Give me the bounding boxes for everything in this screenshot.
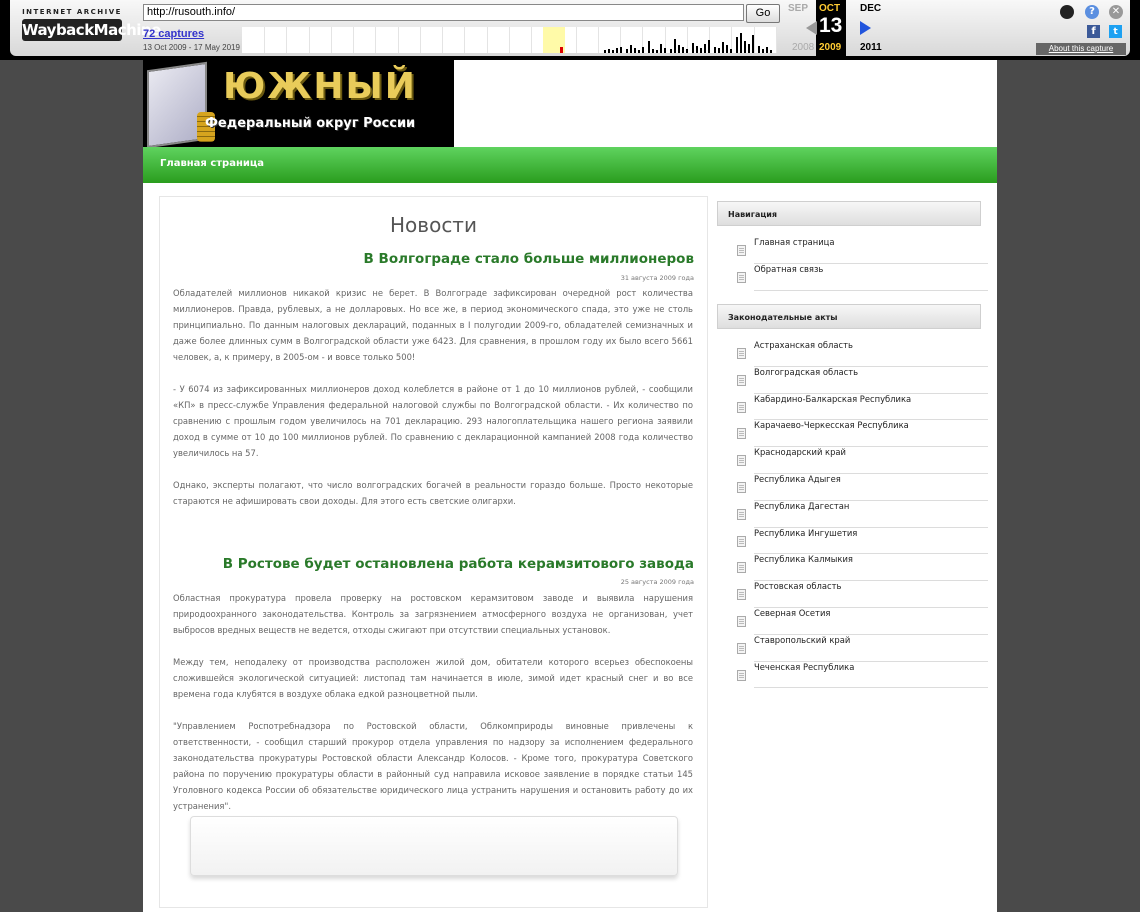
document-icon: [737, 402, 746, 413]
sparkline-bar: [736, 37, 738, 53]
calendar-nav: [780, 0, 900, 56]
sidebar-item-region[interactable]: [754, 447, 988, 474]
sparkline-bar: [758, 46, 760, 53]
facebook-icon[interactable]: f: [1087, 25, 1100, 38]
sidebar-item-region[interactable]: [754, 367, 988, 394]
sparkline-bar: [652, 49, 654, 53]
sparkline-bar: [722, 42, 724, 53]
sparkline-bar: [642, 47, 644, 53]
document-icon: [737, 670, 746, 681]
sidebar-item-label: Волгоградская область: [754, 366, 859, 377]
wayback-toolbar-panel: [10, 0, 1130, 56]
sparkline-bar: [686, 49, 688, 53]
sparkline-bar: [752, 35, 754, 53]
url-input[interactable]: http://rusouth.info/: [143, 4, 744, 21]
sparkline-year-cell: [509, 27, 532, 53]
sparkline-bar: [660, 44, 662, 53]
banner-title: ЮЖНЫЙ: [223, 66, 417, 107]
sidebar-item-label: Республика Ингушетия: [754, 527, 858, 538]
current-year: 2009: [819, 42, 842, 53]
site-header: [143, 60, 997, 147]
article-paragraph: Областная прокуратура провела проверку на ростовском керамзитовом заводе и выявила нарушения природоохранного законодательства. Контроль за загрязнением атмосферного воздуха не организован, учет выбросов вредных веществ не ведется, отходы сжигают при отсутствии специальных установок.: [173, 593, 693, 635]
sparkline-bar: [682, 47, 684, 53]
sparkline-bar: [744, 41, 746, 53]
next-year[interactable]: 2011: [860, 42, 882, 53]
sidebar-item-region[interactable]: [754, 554, 988, 581]
article-paragraph: Обладателей миллионов никакой кризис не берет. В Волгограде зафиксирован очередной рост количества миллионеров. Правда, рублевых, а не долларовых. Но все же, в период экономического спада, это уже не столь принципиально. По данным налоговых деклараций, поданных в I полугодии 2009-го, обладателей семизначных и даже более длинных сумм в Волгоградской области уже 6423. Для сравнения, в прошлом году их было всего 5661 человек, а, к примеру, в 2005-ом - и вовсе только 500!: [173, 288, 693, 362]
next-arrow-icon[interactable]: [860, 21, 871, 35]
sidebar-laws-list: [737, 340, 988, 688]
document-icon: [737, 509, 746, 520]
sparkline-year-cell: [376, 27, 399, 53]
page: [143, 60, 997, 912]
capture-sparkline[interactable]: [242, 27, 776, 53]
sparkline-year-cell: [398, 27, 421, 53]
sparkline-bar: [620, 47, 622, 53]
sidebar-nav-heading: Навигация: [717, 201, 981, 226]
document-icon: [737, 348, 746, 359]
sparkline-bar: [678, 45, 680, 53]
prev-year[interactable]: 2008: [792, 42, 815, 53]
article-paragraph: Между тем, неподалеку от производства расположен жилой дом, обитатели которого всерьез обеспокоены сложившейся экологической ситуацией: листопад там начинается в июле, зимой идет красный снег и во все времена года клубятся в воздухе облака едкой разноцветной пыли.: [173, 657, 693, 699]
sidebar-item-region[interactable]: [754, 474, 988, 501]
sidebar-item-label: Обратная связь: [754, 263, 824, 274]
sidebar-item-label: Ставропольский край: [754, 634, 851, 645]
sparkline-bar: [648, 41, 650, 53]
sparkline-bar: [630, 45, 632, 53]
article-date: 31 августа 2009 года: [620, 274, 694, 282]
sparkline-bar: [726, 45, 728, 53]
sparkline-bar: [696, 46, 698, 53]
sparkline-bar: [626, 49, 628, 53]
sidebar-item-region[interactable]: [754, 608, 988, 635]
article-title[interactable]: В Волгограде стало больше миллионеров: [363, 251, 694, 267]
nav-home-link[interactable]: Главная страница: [160, 158, 265, 169]
sparkline-year-cell: [576, 27, 599, 53]
document-icon: [737, 643, 746, 654]
wayback-logo-top: INTERNET ARCHIVE: [22, 8, 122, 16]
sparkline-bar: [730, 49, 732, 53]
sparkline-year-cell: [309, 27, 332, 53]
sidebar-item-region[interactable]: [754, 340, 988, 367]
article-date: 25 августа 2009 года: [620, 578, 694, 586]
sidebar-item-region[interactable]: [754, 420, 988, 447]
sidebar-item-region[interactable]: [754, 581, 988, 608]
sparkline-bar: [714, 47, 716, 53]
sparkline-year-cell: [331, 27, 354, 53]
sidebar-item-label: Республика Калмыкия: [754, 554, 853, 565]
document-icon: [737, 428, 746, 439]
ad-box: [190, 816, 678, 876]
next-month[interactable]: DEC: [860, 3, 882, 14]
banner-subtitle: Федеральный округ России: [205, 116, 416, 131]
sparkline-bar: [700, 48, 702, 53]
capture-range: 13 Oct 2009 - 17 May 2019: [143, 43, 240, 52]
close-icon[interactable]: ✕: [1109, 5, 1123, 19]
article-paragraph: - У 6074 из зафиксированных миллионеров доход колеблется в районе от 1 до 10 миллионов рублей, - сообщили «КП» в пресс-службе Управления федеральной налоговой службы по Волгоградской области. - Их количество по сравнению с прошлым годом увеличилось на 701 декларацию. 293 налогоплательщика нашего региона заявили доход в сумме от 10 до 100 миллионов рублей. По сравнению с декларационной кампанией 2008 года количество увеличилось на 57.: [173, 384, 693, 458]
sidebar-item-label: Краснодарский край: [754, 447, 846, 458]
sparkline-bar: [770, 50, 772, 53]
document-icon: [737, 536, 746, 547]
sparkline-bar: [748, 44, 750, 53]
sidebar-item-region[interactable]: [754, 394, 988, 421]
sidebar-item-region[interactable]: [754, 501, 988, 528]
sparkline-bar: [604, 50, 606, 53]
sparkline-bar: [674, 39, 676, 53]
sidebar-item-region[interactable]: [754, 635, 988, 662]
prev-arrow-icon[interactable]: [806, 21, 817, 35]
sparkline-year-cell: [487, 27, 510, 53]
sidebar-item-label: Главная страница: [754, 237, 835, 247]
document-icon: [737, 482, 746, 493]
prev-month[interactable]: SEP: [788, 3, 809, 14]
twitter-icon[interactable]: t: [1109, 25, 1122, 38]
sparkline-year-cell: [709, 27, 732, 53]
sparkline-year-cell: [420, 27, 443, 53]
sparkline-year-cell: [687, 27, 710, 53]
sparkline-bar: [656, 50, 658, 53]
sparkline-bar: [634, 48, 636, 53]
current-month: OCT: [819, 3, 841, 14]
user-icon[interactable]: [1060, 5, 1074, 19]
sidebar-nav-list: [737, 237, 988, 291]
document-icon: [737, 616, 746, 627]
document-icon: [737, 375, 746, 386]
sidebar-item-label: Северная Осетия: [754, 607, 831, 618]
sparkline-bar: [766, 47, 768, 53]
sparkline-bar: [608, 49, 610, 53]
help-icon[interactable]: ?: [1085, 5, 1099, 19]
sparkline-bar: [692, 43, 694, 53]
sidebar-item-home[interactable]: [754, 237, 988, 264]
wayback-toolbar: [0, 0, 1140, 60]
document-icon: [737, 245, 746, 256]
sparkline-bar: [762, 49, 764, 53]
main-nav: [143, 147, 997, 183]
page-title: Новости: [390, 213, 477, 237]
sparkline-year-cell: [643, 27, 666, 53]
sparkline-year-cell: [465, 27, 488, 53]
sparkline-bar: [704, 44, 706, 53]
sparkline-current-capture: [560, 47, 563, 53]
sparkline-bar: [638, 50, 640, 53]
sparkline-bar: [616, 48, 618, 53]
sparkline-year-cell: [442, 27, 465, 53]
sidebar-item-label: Ростовская область: [754, 581, 842, 592]
wayback-logo[interactable]: [18, 8, 161, 44]
sparkline-bar: [740, 33, 742, 53]
sidebar-laws-heading: Законодательные акты: [717, 304, 981, 329]
sparkline-year-cell: [665, 27, 688, 53]
sidebar-item-feedback[interactable]: [754, 264, 988, 291]
sparkline-bar: [708, 40, 710, 53]
sidebar-item-label: Астраханская область: [754, 340, 853, 350]
sparkline-year-cell: [242, 27, 265, 53]
document-icon: [737, 562, 746, 573]
wayback-logo-main: WaybackMachine: [22, 21, 161, 39]
about-capture-link[interactable]: About this capture: [1036, 43, 1126, 55]
sparkline-bar: [664, 48, 666, 53]
document-icon: [737, 589, 746, 600]
sparkline-bar: [718, 48, 720, 53]
sidebar-item-region[interactable]: [754, 528, 988, 555]
document-icon: [737, 455, 746, 466]
site-banner[interactable]: [143, 60, 454, 147]
article-title[interactable]: В Ростове будет остановлена работа керамзитового завода: [222, 556, 694, 572]
current-day: 13: [819, 14, 843, 37]
news-column: [159, 196, 708, 908]
article-body: [173, 285, 693, 525]
sparkline-year-cell: [287, 27, 310, 53]
sidebar-item-label: Республика Дагестан: [754, 500, 850, 511]
article-paragraph: "Управлением Роспотребнадзора по Ростовской области, Облкомприроды виновные привлечены к ответственности, - сообщил старший прокурор отдела управления по надзору за исполнением федерального законодательства прокуратуры Ростовской области Александр Колосов. - Кроме того, прокуратура Советского района по поручению прокуратуры области в районный суд направила исковое заявление в порядке статьи 145 Уголовного кодекса России об обязательстве юридического лица устранить нарушения и остановить работу до их устранения".: [173, 721, 693, 811]
captures-link[interactable]: 72 captures: [143, 28, 205, 40]
article-paragraph: Однако, эксперты полагают, что число волгоградских богачей в реальности гораздо больше. Просто некоторые стараются не афишировать свои доходы. Для этого есть светские олигархи.: [173, 480, 693, 506]
sidebar-item-label: Кабардино-Балкарская Республика: [754, 393, 912, 404]
go-button[interactable]: Go: [746, 4, 780, 23]
article-body: [173, 590, 693, 830]
document-icon: [737, 272, 746, 283]
sidebar-item-region[interactable]: [754, 662, 988, 689]
sparkline-bar: [612, 50, 614, 53]
sparkline-year-cell: [353, 27, 376, 53]
sidebar-item-label: Чеченская Республика: [754, 661, 855, 672]
sparkline-year-cell: [264, 27, 287, 53]
sidebar-item-label: Карачаево-Черкесская Республика: [754, 420, 909, 431]
sparkline-bar: [670, 49, 672, 53]
sidebar-item-label: Республика Адыгея: [754, 473, 841, 484]
